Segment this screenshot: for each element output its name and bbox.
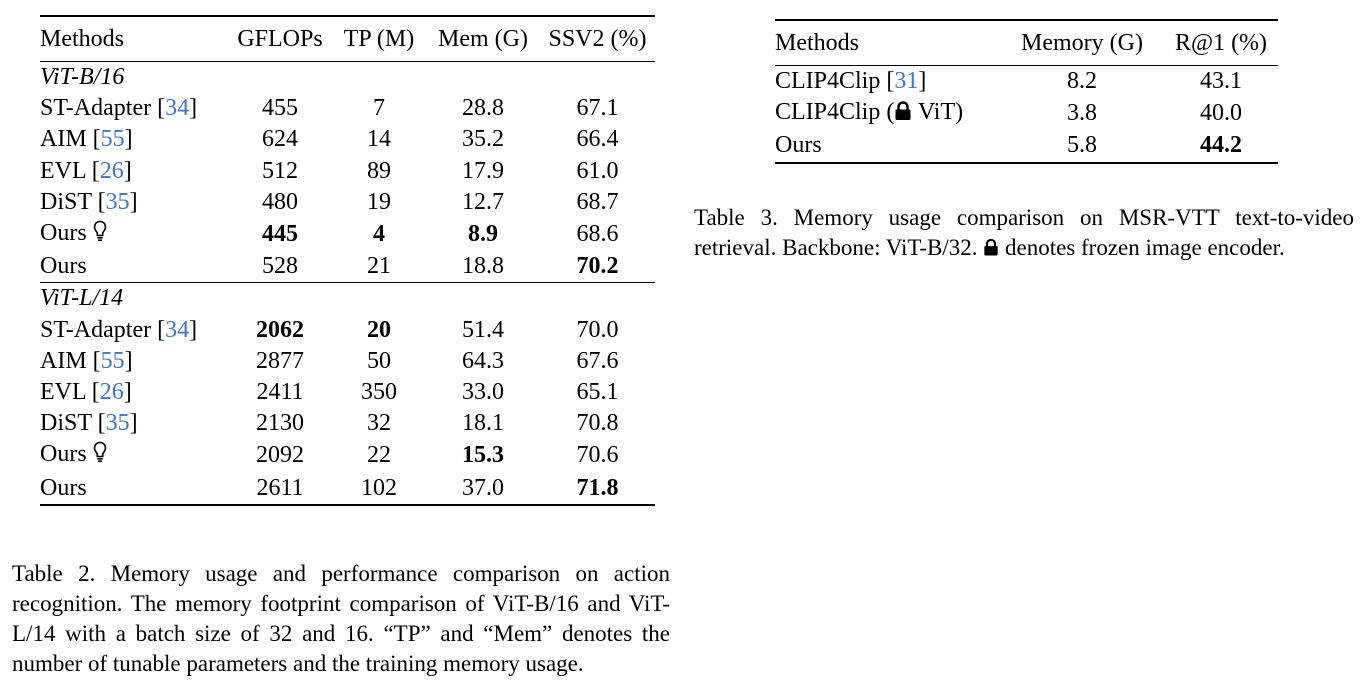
ssv2-cell: 67.6 xyxy=(576,347,619,374)
ssv2-cell: 67.1 xyxy=(576,95,619,122)
citation-link[interactable]: 26 xyxy=(99,157,124,184)
table-header-row xyxy=(40,16,655,62)
citation-link[interactable]: 31 xyxy=(894,68,919,94)
header-methods: Methods xyxy=(775,20,1000,66)
citation-link[interactable]: 34 xyxy=(165,95,190,122)
tp-cell: 89 xyxy=(367,157,391,184)
ssv2-cell: 65.1 xyxy=(576,379,619,406)
method-cell: AIM [55] xyxy=(40,126,133,153)
memory-performance-table xyxy=(40,15,655,506)
memory-cell: 3.8 xyxy=(1067,100,1097,127)
memory-cell: 8.2 xyxy=(1067,68,1097,94)
table-row xyxy=(40,218,655,251)
citation-link[interactable]: 35 xyxy=(105,188,130,215)
method-cell: Ours xyxy=(40,474,87,501)
method-cell: Ours xyxy=(40,439,228,472)
header-r1: R@1 (%) xyxy=(1164,20,1278,66)
header-tp: TP (M) xyxy=(332,16,426,62)
tp-cell: 102 xyxy=(361,474,397,501)
method-cell: CLIP4Clip ( ViT) xyxy=(775,97,1000,130)
gflops-cell: 512 xyxy=(262,157,298,184)
tp-cell: 32 xyxy=(367,410,391,437)
table-row xyxy=(40,346,655,377)
gflops-cell: 2092 xyxy=(256,442,304,469)
ssv2-cell: 70.6 xyxy=(576,442,619,469)
mem-cell: 18.8 xyxy=(462,253,504,280)
gflops-cell: 2130 xyxy=(256,410,304,437)
r1-cell: 44.2 xyxy=(1200,132,1242,159)
header-ssv2: SSV2 (%) xyxy=(540,16,655,62)
mem-cell: 37.0 xyxy=(462,474,504,501)
retrieval-memory-table xyxy=(775,19,1278,164)
citation-link[interactable]: 35 xyxy=(105,410,130,437)
r1-cell: 40.0 xyxy=(1200,100,1242,127)
tp-cell: 21 xyxy=(367,253,391,280)
method-cell: CLIP4Clip [31] xyxy=(775,68,927,94)
table-header-row xyxy=(775,20,1278,66)
table2-caption: Table 2. Memory usage and performance comparison on action recognition. The memory footprint comparison of ViT-B/16 and ViT-L/14 with a batch size of 32 and 16. “TP” and “Mem” denotes the number of tunable parameters and the training memory usage. xyxy=(12,561,670,676)
method-cell: DiST [35] xyxy=(40,188,138,215)
table-row xyxy=(40,124,655,155)
mem-cell: 8.9 xyxy=(468,221,498,248)
table-row xyxy=(40,408,655,439)
ssv2-cell: 71.8 xyxy=(576,474,619,501)
table-row xyxy=(40,377,655,408)
method-cell: AIM [55] xyxy=(40,347,133,374)
header-mem: Mem (G) xyxy=(426,16,540,62)
section-row xyxy=(40,62,655,94)
method-cell: Ours xyxy=(40,253,87,280)
table-row xyxy=(40,93,655,124)
gflops-cell: 2411 xyxy=(256,379,304,406)
method-cell: Ours xyxy=(775,132,822,159)
memory-cell: 5.8 xyxy=(1067,132,1097,159)
gflops-cell: 480 xyxy=(262,188,298,215)
method-cell: EVL [26] xyxy=(40,157,132,184)
ssv2-cell: 61.0 xyxy=(576,157,619,184)
ssv2-cell: 70.2 xyxy=(576,253,619,280)
tp-cell: 19 xyxy=(367,188,391,215)
mem-cell: 33.0 xyxy=(462,379,504,406)
gflops-cell: 2611 xyxy=(256,474,304,501)
mem-cell: 35.2 xyxy=(462,126,504,153)
method-cell: DiST [35] xyxy=(40,410,138,437)
table-row xyxy=(40,156,655,187)
tp-cell: 350 xyxy=(361,379,397,406)
gflops-cell: 445 xyxy=(262,221,298,248)
tp-cell: 20 xyxy=(367,316,391,343)
method-cell: EVL [26] xyxy=(40,379,132,406)
method-cell: ST-Adapter [34] xyxy=(40,95,198,122)
table-row xyxy=(40,439,655,472)
method-cell: ST-Adapter [34] xyxy=(40,316,198,343)
table-row xyxy=(775,97,1278,130)
gflops-cell: 2062 xyxy=(256,316,304,343)
table-row xyxy=(775,66,1278,98)
tp-cell: 4 xyxy=(373,221,385,248)
section-row xyxy=(40,283,655,315)
lock-icon xyxy=(894,99,912,130)
citation-link[interactable]: 34 xyxy=(165,316,190,343)
mem-cell: 12.7 xyxy=(462,188,504,215)
citation-link[interactable]: 55 xyxy=(100,126,125,153)
gflops-cell: 528 xyxy=(262,253,298,280)
mem-cell: 51.4 xyxy=(462,316,504,343)
table-row xyxy=(775,130,1278,162)
table-row xyxy=(40,251,655,283)
section-label: ViT-B/16 xyxy=(40,64,125,90)
gflops-cell: 2877 xyxy=(256,347,304,374)
header-memory: Memory (G) xyxy=(1000,20,1164,66)
gflops-cell: 624 xyxy=(262,126,298,153)
table3-caption: Table 3. Memory usage comparison on MSR-VTT text-to-video retrieval. Backbone: ViT-B/32. denotes frozen image encoder. xyxy=(694,203,1354,265)
lightbulb-icon xyxy=(93,441,107,472)
ssv2-cell: 70.0 xyxy=(576,316,619,343)
tp-cell: 22 xyxy=(367,442,391,469)
lock-icon xyxy=(983,235,999,265)
header-gflops: GFLOPs xyxy=(228,16,332,62)
citation-link[interactable]: 26 xyxy=(99,379,124,406)
tp-cell: 7 xyxy=(373,95,385,122)
table-row xyxy=(40,473,655,505)
mem-cell: 15.3 xyxy=(462,442,504,469)
citation-link[interactable]: 55 xyxy=(100,347,125,374)
ssv2-cell: 66.4 xyxy=(576,126,619,153)
table-row xyxy=(40,315,655,346)
mem-cell: 17.9 xyxy=(462,157,504,184)
lightbulb-icon xyxy=(93,220,107,251)
r1-cell: 43.1 xyxy=(1200,68,1242,94)
mem-cell: 18.1 xyxy=(462,410,504,437)
ssv2-cell: 68.6 xyxy=(576,221,619,248)
gflops-cell: 455 xyxy=(262,95,298,122)
section-label: ViT-L/14 xyxy=(40,283,655,315)
mem-cell: 28.8 xyxy=(462,95,504,122)
method-cell: Ours xyxy=(40,218,228,251)
tp-cell: 14 xyxy=(367,126,391,153)
ssv2-cell: 70.8 xyxy=(576,410,619,437)
ssv2-cell: 68.7 xyxy=(576,188,619,215)
header-methods: Methods xyxy=(40,16,228,62)
tp-cell: 50 xyxy=(367,347,391,374)
table-row xyxy=(40,187,655,218)
mem-cell: 64.3 xyxy=(462,347,504,374)
